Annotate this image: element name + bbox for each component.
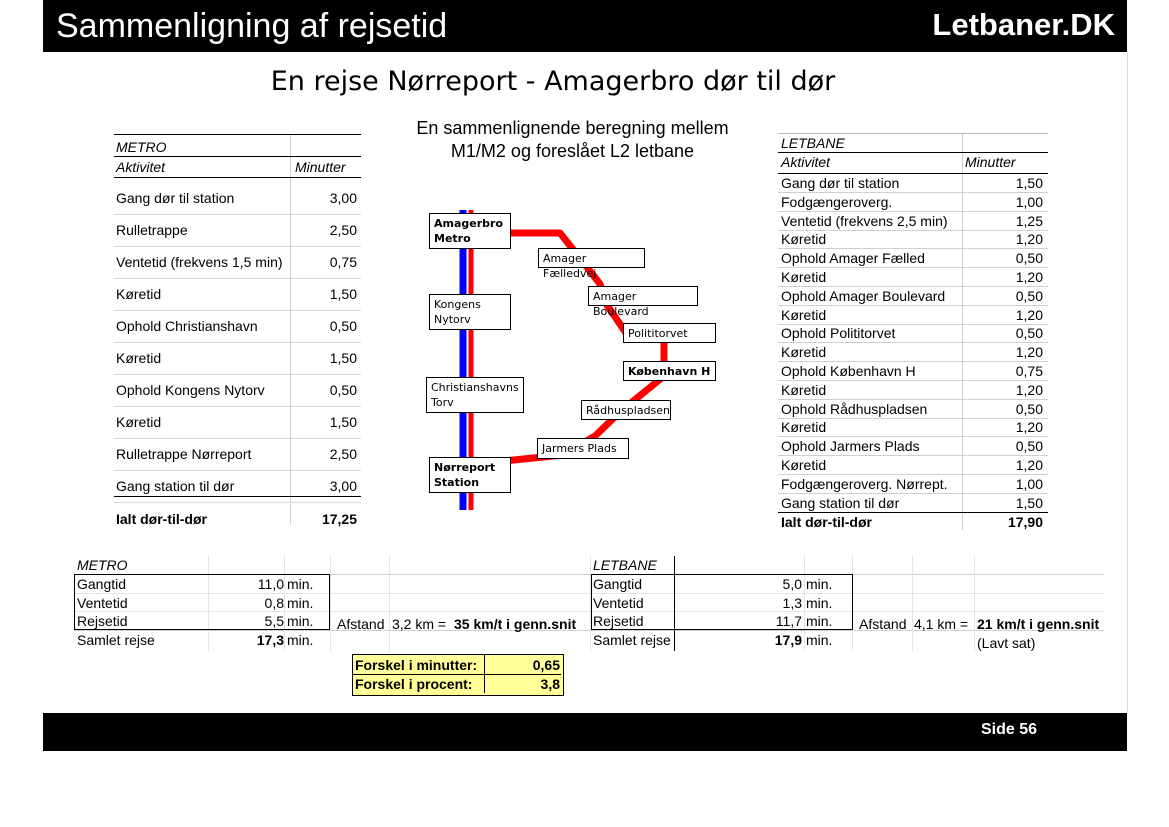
row-label: Ophold Christianshavn [116,318,258,334]
row-label: Køretid [116,286,162,302]
row-value: 1,50 [329,286,357,302]
row-label: Ophold Kongens Nytorv [116,382,265,398]
row-label: Køretid [781,457,827,473]
station-christianshavns-torv: Christianshavns Torv [426,377,524,413]
summary-unit: min. [806,594,833,611]
table-row [114,182,361,215]
row-value: 0,50 [1015,438,1043,455]
table-row [778,343,1048,362]
row-value: 0,50 [1015,400,1043,417]
row-label: Køretid [116,414,162,430]
row-value: 1,20 [1015,419,1043,436]
table-row [114,310,361,343]
station-amager-boulevard: Amager Boulevard [588,286,698,306]
summary-label: Ventetid [77,594,128,611]
table-row [778,324,1048,343]
summary-label: Gangtid [77,576,127,592]
table-row [114,214,361,247]
slide-subtitle: En rejse Nørreport - Amagerbro dør til dør [270,66,836,97]
summary-label: Rejsetid [77,613,128,629]
letbane-col-minutes: Minutter [965,154,1016,170]
row-value: 1,50 [329,350,357,366]
row-label: Ventetid (frekvens 1,5 min) [116,254,283,270]
summary-unit: min. [287,631,314,648]
metro-afstand-value: 3,2 km = [392,616,447,632]
table-row [114,438,361,471]
row-label: Ophold Amager Fælled [781,250,925,267]
table-row [114,406,361,439]
diff-minutes-value: 0,65 [532,657,560,673]
row-label: Ophold København H [781,363,916,379]
table-row [778,174,1048,193]
station-amager-faelledvej: Amager Fælledvej [538,248,645,268]
metro-afstand-label: Afstand [337,616,385,632]
row-value: 0,75 [329,254,357,270]
station-kobenhavn-h: København H [623,361,716,381]
station-raadhuspladsen: Rådhuspladsen [581,400,671,420]
letbane-note: (Lavt sat) [977,635,1036,651]
letbane-total-value: 17,90 [1007,514,1043,530]
letbane-afstand-label: Afstand [859,616,907,632]
row-value: 3,00 [329,478,357,494]
table-row [778,456,1048,475]
table-row [778,306,1048,325]
row-value: 2,50 [329,446,357,462]
letbane-table-title: LETBANE [781,135,845,151]
row-label: Fodgængeroverg. Nørrept. [781,475,948,492]
slide-border [1127,52,1128,713]
metro-total-value: 17,25 [321,511,357,527]
summary-unit: min. [806,631,833,648]
diff-percent-label: Forskel i procent: [355,676,473,692]
station-polititorvet: Polititorvet [623,323,716,343]
row-label: Ophold Rådhuspladsen [781,400,928,417]
row-label: Køretid [116,350,162,366]
brand-logo: Letbaner.DK [932,7,1115,42]
row-value: 1,20 [1015,457,1043,473]
table-row [114,278,361,311]
table-row [114,374,361,407]
summary-unit: min. [287,613,314,629]
footer-bar [43,713,1127,751]
table-row [778,193,1048,212]
summary-unit: min. [287,576,314,592]
row-label: Køretid [781,344,827,361]
row-label: Ventetid (frekvens 2,5 min) [781,212,948,229]
summary-label: Samlet rejse [593,631,671,648]
summary-value: 0,8 [264,594,284,611]
row-label: Rulletrappe Nørreport [116,446,252,462]
table-row [114,246,361,279]
row-label: Rulletrappe [116,222,188,238]
station-amagerbro-metro: Amagerbro Metro [429,213,511,249]
metro-speed: 35 km/t i genn.snit [454,616,577,632]
table-row [778,400,1048,419]
row-value: 1,20 [1015,269,1043,285]
row-value: 1,50 [1015,175,1043,191]
row-label: Fodgængeroverg. [781,193,893,210]
metro-col-activity: Aktivitet [116,159,166,175]
row-label: Køretid [781,231,827,248]
row-value: 2,50 [329,222,357,238]
row-label: Ophold Polititorvet [781,325,896,342]
summary-label: Ventetid [593,594,644,611]
row-value: 0,50 [1015,250,1043,267]
summary-letbane-title: LETBANE [593,557,657,573]
summary-value: 17,3 [256,631,284,648]
summary-unit: min. [287,594,314,611]
row-value: 1,50 [1015,494,1043,511]
row-value: 1,20 [1015,344,1043,361]
summary-unit: min. [806,613,833,629]
summary-value: 17,9 [774,631,802,648]
diff-percent-value: 3,8 [540,676,560,692]
row-label: Gang station til dør [781,494,900,511]
summary-value: 11,7 [775,613,802,629]
header-bar [43,0,1127,52]
table-row [778,249,1048,268]
slide-title: Sammenligning af rejsetid [56,7,448,45]
row-label: Køretid [781,419,827,436]
summary-metro-title: METRO [77,557,128,573]
table-row [778,437,1048,456]
summary-table [74,556,1104,652]
row-value: 1,25 [1015,212,1043,229]
table-row [114,342,361,375]
row-label: Køretid [781,269,827,285]
row-label: Ophold Amager Boulevard [781,287,946,304]
summary-label: Rejsetid [593,613,644,629]
station-norreport: Nørreport Station [429,457,511,493]
summary-value: 1,3 [782,594,802,611]
table-row [114,470,361,503]
row-value: 1,00 [1015,193,1043,210]
summary-label: Gangtid [593,576,643,592]
row-value: 0,50 [1015,287,1043,304]
metro-col-minutes: Minutter [295,159,346,175]
row-label: Gang dør til station [116,190,235,206]
row-label: Ophold Jarmers Plads [781,438,920,455]
letbane-col-activity: Aktivitet [781,154,831,170]
summary-value: 5,5 [264,613,284,629]
row-label: Gang station til dør [116,478,235,494]
row-value: 1,50 [329,414,357,430]
table-row [778,494,1048,513]
diff-minutes-label: Forskel i minutter: [355,657,478,673]
letbane-afstand-value: 4,1 km = [914,616,969,632]
table-row [778,268,1048,287]
difference-box [352,654,564,696]
summary-value: 11,0 [257,576,284,592]
table-row [778,287,1048,306]
row-value: 1,20 [1015,381,1043,398]
table-row [778,230,1048,249]
diagram-title-line1: En sammenlignende beregning mellem [416,118,729,138]
letbane-total-label: Ialt dør-til-dør [781,514,872,530]
station-kongens-nytorv: Kongens Nytorv [429,294,511,330]
row-label: Køretid [781,306,827,323]
table-row [778,475,1048,494]
row-value: 1,20 [1015,306,1043,323]
station-jarmers-plads: Jarmers Plads [537,438,629,459]
table-row [778,212,1048,231]
summary-unit: min. [806,576,833,592]
row-label: Køretid [781,381,827,398]
diagram-title [395,117,750,163]
row-value: 0,50 [329,318,357,334]
summary-label: Samlet rejse [77,631,155,648]
row-value: 0,50 [1015,325,1043,342]
table-row [778,362,1048,381]
summary-value: 5,0 [782,576,802,592]
metro-total-label: Ialt dør-til-dør [116,511,207,527]
row-value: 1,00 [1015,475,1043,492]
row-value: 3,00 [329,190,357,206]
table-row [778,418,1048,437]
diagram-title-line2: M1/M2 og foreslået L2 letbane [450,141,695,161]
row-value: 0,75 [1015,363,1043,379]
page-number: Side 56 [980,721,1037,738]
row-value: 1,20 [1015,231,1043,248]
row-value: 0,50 [329,382,357,398]
row-label: Gang dør til station [781,175,900,191]
table-row [778,381,1048,400]
metro-table-title: METRO [116,139,167,155]
letbane-speed: 21 km/t i genn.snit [977,616,1100,632]
